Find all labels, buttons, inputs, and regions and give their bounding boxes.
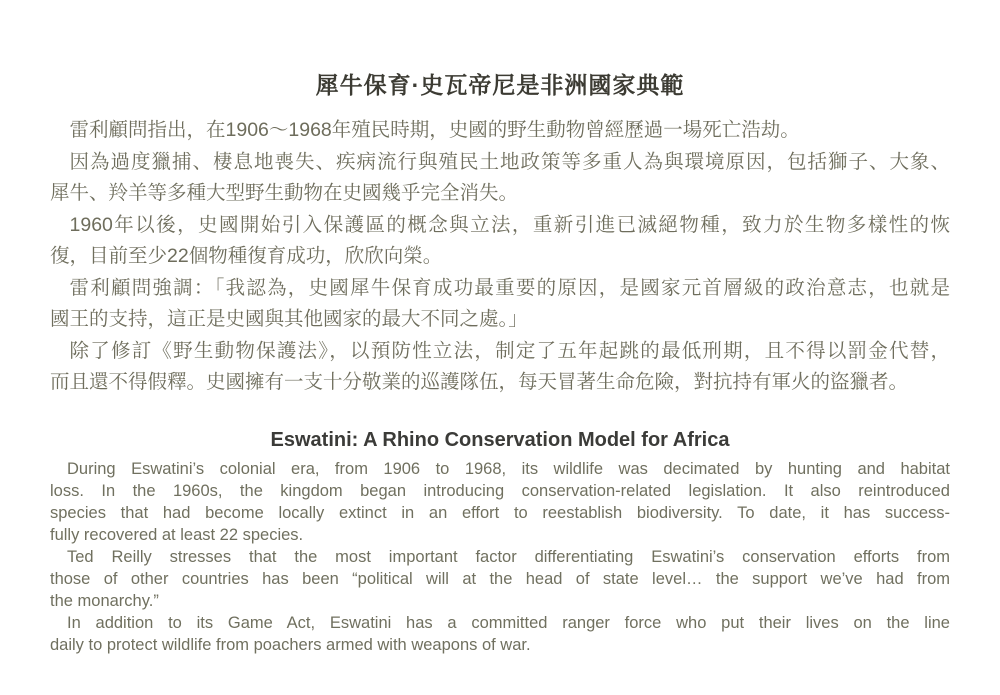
- text-line: species that had become locally extinct in an effort to reestablish biodiversity. To date, it has success-: [50, 503, 950, 522]
- english-article-body: [50, 458, 950, 656]
- text-line: the monarchy.”: [50, 591, 159, 610]
- text-line: loss. In the 1960s, the kingdom began introducing conservation-related legislation. It also reintroduced: [50, 481, 950, 500]
- text-line: those of other countries has been “political will at the head of state level… the support we’ve had from: [50, 569, 950, 588]
- en-paragraph-1: [50, 458, 950, 546]
- text-line: 雷利顧問強調：「我認為，史國犀牛保育成功最重要的原因，是國家元首層級的政治意志，也就是: [69, 276, 950, 299]
- text-line: 復，目前至少22個物種復育成功，欣欣向榮。: [50, 245, 443, 267]
- text-line: daily to protect wildlife from poachers armed with weapons of war.: [50, 635, 531, 654]
- zh-paragraph-2: [50, 147, 950, 210]
- text-line: fully recovered at least 22 species.: [50, 525, 304, 544]
- text-line: During Eswatini’s colonial era, from 1906 to 1968, its wildlife was decimated by hunting and habitat: [67, 459, 950, 478]
- text-line: 犀牛、羚羊等多種大型野生動物在史國幾乎完全消失。: [50, 182, 519, 204]
- zh-paragraph-4: [50, 273, 950, 336]
- zh-paragraph-3: [50, 210, 950, 273]
- zh-paragraph-1: [50, 115, 950, 147]
- text-line: 而且還不得假釋。史國擁有一支十分敬業的巡護隊伍，每天冒著生命危險，對抗持有軍火的盜獵者。: [50, 371, 909, 393]
- zh-paragraph-5: [50, 336, 950, 399]
- text-line: 除了修訂《野生動物保護法》，以預防性立法，制定了五年起跳的最低刑期，且不得以罰金代替，: [69, 339, 950, 362]
- english-article-title: Eswatini: A Rhino Conservation Model for Africa: [270, 428, 730, 451]
- chinese-article-title: 犀牛保育·史瓦帝尼是非洲國家典範: [315, 72, 685, 98]
- text-line: In addition to its Game Act, Eswatini has a committed ranger force who put their lives on the line: [67, 613, 950, 632]
- chinese-article-body: [50, 115, 950, 399]
- en-paragraph-3: [50, 612, 950, 656]
- text-line: 因為過度獵捕、棲息地喪失、疾病流行與殖民土地政策等多重人為與環境原因，包括獅子、大象、: [69, 150, 950, 173]
- text-line: Ted Reilly stresses that the most important factor differentiating Eswatini’s conservation efforts from: [67, 547, 950, 566]
- text-line: 國王的支持，這正是史國與其他國家的最大不同之處。」: [50, 308, 528, 330]
- en-paragraph-2: [50, 546, 950, 612]
- text-line: 雷利顧問指出，在1906～1968年殖民時期，史國的野生動物曾經歷過一場死亡浩劫。: [69, 119, 800, 141]
- text-line: 1960年以後，史國開始引入保護區的概念與立法，重新引進已滅絕物種，致力於生物多樣性的恢: [69, 213, 950, 236]
